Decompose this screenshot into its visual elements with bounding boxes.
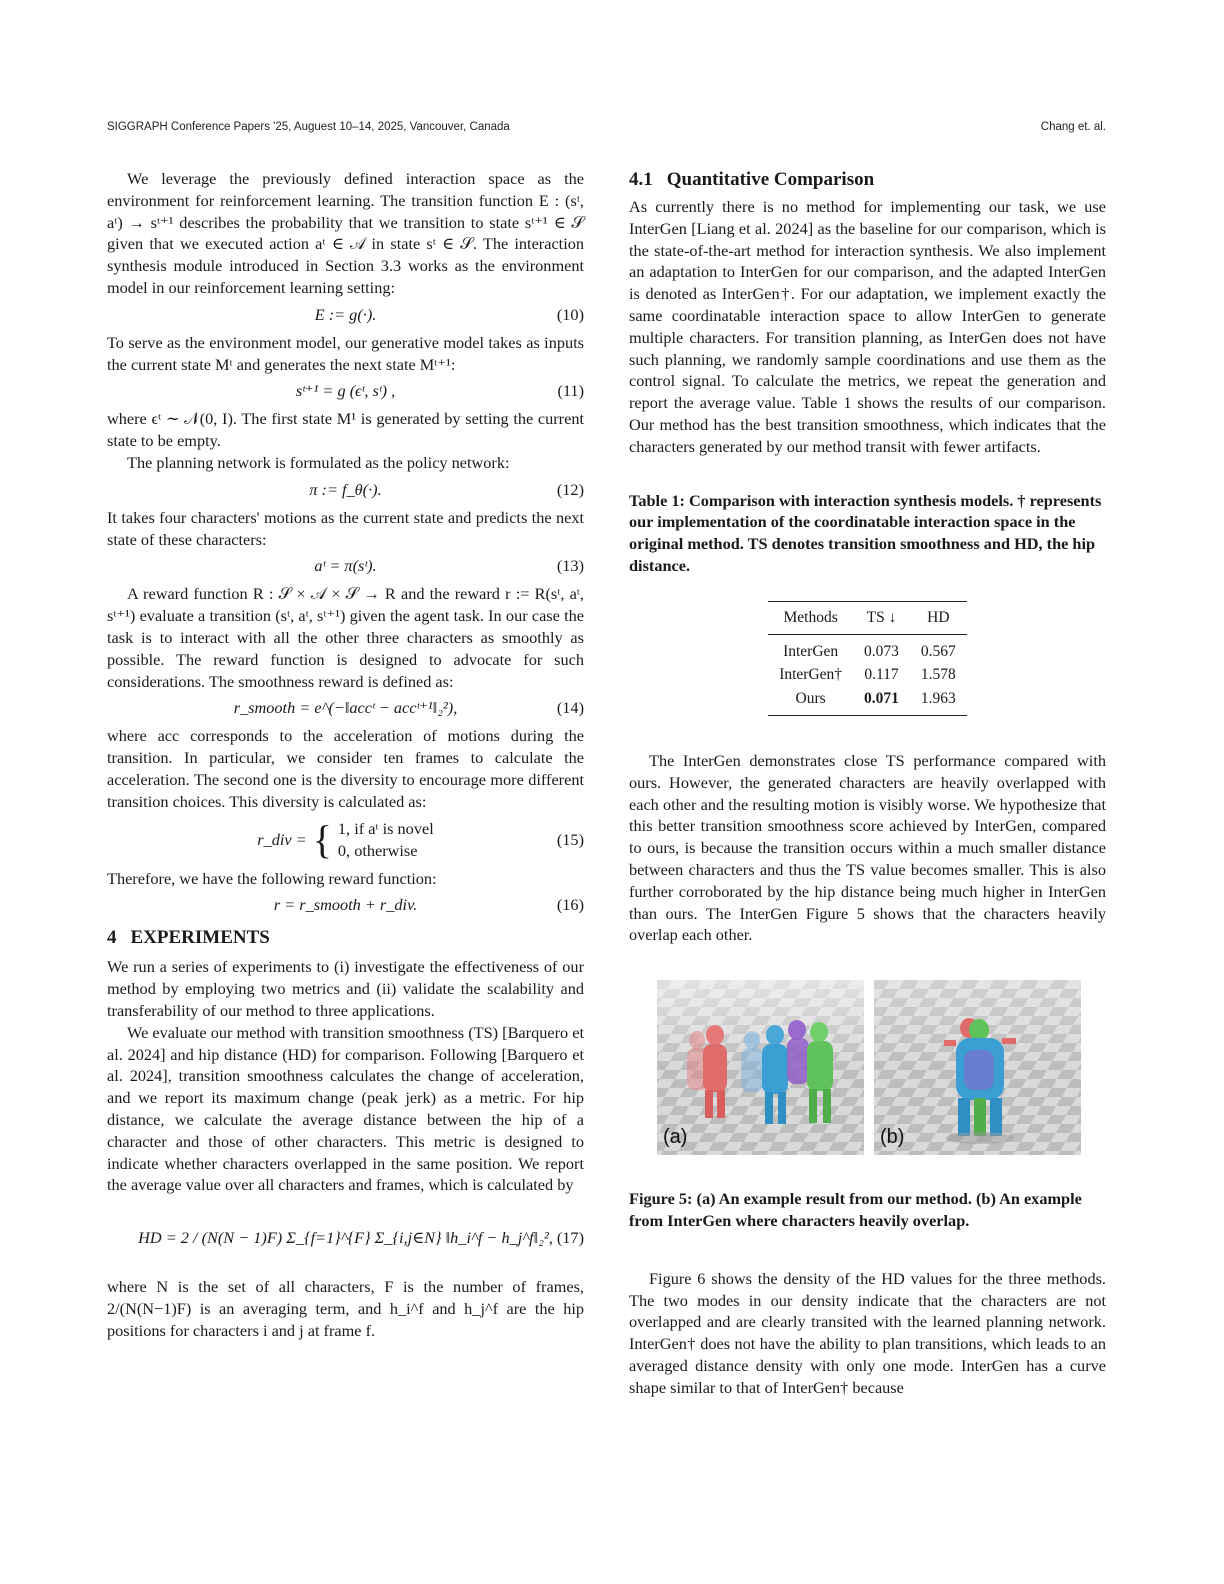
table-row [768, 663, 967, 687]
equation-12 [107, 479, 584, 501]
table-cell: InterGen [783, 642, 839, 660]
figure-5a-image [657, 980, 864, 1155]
paragraph-first-state: where ϵᵗ ∼ 𝒩(0, I). The first state M¹ is generated by setting the current state to be empty. [107, 409, 584, 451]
section-number: 4 [107, 927, 117, 949]
brace-icon: { [312, 816, 332, 862]
section-title: EXPERIMENTS [130, 927, 270, 949]
equation-11 [107, 380, 584, 402]
paragraph-transition-function: We leverage the previously defined interaction space as the environment for reinforcement learning. The transition function E : (sᵗ, aᵗ) → sᵗ⁺¹ describes the probability that we transition to state sᵗ⁺¹ ∈ 𝒮 given that we executed action aᵗ ∈ 𝒜 in state sᵗ ∈ 𝒮. The interaction synthesis module introduced in Section 3.3 works as the environment model in our reinforcement learning setting: [107, 169, 584, 297]
equation-15-lhs: r_div = [257, 829, 307, 849]
paragraph-current-state: It takes four characters' motions as the current state and predicts the next state of these characters: [107, 507, 584, 549]
render-scene-intergen [874, 980, 1081, 1155]
table-cell: 0.567 [920, 642, 956, 660]
subsection-heading-quantitative [629, 168, 1106, 192]
table-cell: 0.073 [864, 642, 899, 660]
equation-15-number: (15) [556, 829, 584, 849]
equation-10-body: E := g(·). [314, 304, 377, 324]
paragraph-experiments-intro: We run a series of experiments to (i) investigate the effectiveness of our method by employing two metrics and (ii) validate the scalability and transferability of our method to three applications. [107, 957, 584, 1020]
table-row [768, 634, 967, 663]
table-row [768, 687, 967, 715]
paragraph-metrics: We evaluate our method with transition smoothness (TS) [Barquero et al. 2024] and hip distance (HD) for comparison. Following [Barquero et al. 2024], transition smoothness calculates the change of acceleration, and we report its maximum change (peak jerk) as a metric. For hip distance, we calculate the average distance between the hip of a character and those of other characters. This metric is designed to indicate whether characters overlapped in the same position. We report the average value over all characters and frames, which is calculated by [107, 1022, 584, 1195]
paragraph-reward-summary: Therefore, we have the following reward function: [107, 868, 437, 888]
equation-13-body: aᵗ = π(sᵗ). [314, 556, 377, 576]
subsection-title: Quantitative Comparison [666, 169, 875, 190]
equation-16-number: (16) [556, 895, 584, 915]
paragraph-planning-network: The planning network is formulated as the policy network: [127, 452, 510, 472]
equation-14 [107, 697, 584, 719]
table-cell: Ours [768, 687, 853, 715]
figure-5a-label: (a) [663, 1126, 688, 1149]
table-header-cell: Methods [768, 601, 853, 634]
table-cell-best: 0.071 [853, 687, 910, 715]
paragraph-hd-density: Figure 6 shows the density of the HD values for the three methods. The two modes in our density indicate that the characters are not overlapped and are clearly transited with the learned planning network. InterGen† does not have the ability to plan transitions, which leads to an averaged distance density with only one mode. InterGen has a curve shape similar to that of InterGen† because [629, 1268, 1106, 1397]
paragraph-intergen-discussion: The InterGen demonstrates close TS performance compared with ours. However, the generated characters are heavily overlapped with each other and the resulting motion is visibly worse. We hypothesize that this better transition smoothness score achieved by InterGen, compared to ours, is because the transition occurs within a much smaller distance between characters and thus the TS value becomes smaller. This is also further corroborated by the hip distance being much higher in InterGen than ours. The InterGen Figure 5 shows that the characters heavily overlap each other. [629, 750, 1106, 945]
figure-5b-label: (b) [880, 1126, 905, 1149]
table-cell: 1.963 [910, 687, 967, 715]
equation-10 [107, 304, 584, 326]
table-header-cell: HD [910, 601, 967, 634]
equation-15 [107, 818, 584, 862]
equation-14-body: r_smooth = e^(−‖accᵗ − accᵗ⁺¹‖₂²), [233, 698, 458, 718]
equation-17 [107, 1208, 584, 1268]
subsection-number: 4.1 [629, 169, 653, 190]
comparison-table [768, 601, 967, 716]
equation-12-number: (12) [556, 479, 584, 499]
table-cell: 1.578 [920, 666, 956, 684]
left-column [107, 168, 584, 1341]
right-column [629, 168, 1106, 1398]
equation-13 [107, 555, 584, 577]
equation-15-case-otherwise: 0, otherwise [337, 840, 418, 860]
table-header-row [768, 601, 967, 634]
table-header-cell: TS ↓ [853, 601, 910, 634]
equation-11-body: sᵗ⁺¹ = g (ϵᵗ, sᵗ) , [295, 381, 396, 401]
paragraph-environment-model: To serve as the environment model, our generative model takes as inputs the current state Mᵗ and generates the next state Mᵗ⁺¹: [107, 332, 584, 374]
equation-17-number: (17) [556, 1228, 584, 1248]
equation-10-number: (10) [556, 304, 584, 324]
figure-5b-image [874, 980, 1081, 1155]
equation-17-body: HD = 2 / (N(N − 1)F) Σ_{f=1}^{F} Σ_{i,j∈N} ‖h_i^f − h_j^f‖₂², [138, 1228, 553, 1248]
equation-11-number: (11) [557, 381, 584, 401]
figure-5-caption: Figure 5: (a) An example result from our method. (b) An example from InterGen where characters heavily overlap. [629, 1189, 1082, 1230]
paragraph-acceleration: where acc corresponds to the acceleration of motions during the transition. In particular, we consider ten frames to calculate the acceleration. The second one is the diversity to encourage more different transition choices. This diversity is calculated as: [107, 726, 584, 811]
section-heading-experiments [107, 926, 584, 950]
running-header-venue: SIGGRAPH Conference Papers '25, Auguest 10–14, 2025, Vancouver, Canada [107, 121, 510, 133]
equation-13-number: (13) [556, 556, 584, 576]
paragraph-hd-definition: where N is the set of all characters, F is the number of frames, 2/(N(N−1)F) is an averaging term, and h_i^f and h_j^f are the hip positions for characters i and j at frame f. [107, 1277, 584, 1340]
figure-5 [629, 980, 1106, 1158]
paragraph-reward-function: A reward function R : 𝒮 × 𝒜 × 𝒮 → R and the reward r := R(sᵗ, aᵗ, sᵗ⁺¹) evaluate a transition (sᵗ, aᵗ, sᵗ⁺¹) given the agent task. In our case the task is to interact with all the other three characters as smoothly as possible. The reward function is designed to advocate for such considerations. The smoothness reward is defined as: [107, 584, 584, 691]
render-scene-ours [657, 980, 864, 1155]
equation-12-body: π := f_θ(·). [309, 479, 382, 499]
running-header-authors: Chang et. al. [1040, 121, 1106, 133]
equation-14-number: (14) [556, 698, 584, 718]
paragraph-baseline: As currently there is no method for implementing our task, we use InterGen [Liang et al. 2024] as the baseline for our comparison, which is the state-of-the-art method for interaction synthesis. We also implement an adaptation to InterGen for our comparison, and the adapted InterGen is denoted as InterGen†. For our adaptation, we implement exactly the same coordinatable interaction space to allow InterGen to generate multiple characters. For transition planning, as InterGen does not have such planning, we randomly sample coordinations and use them as the control signal. To calculate the metrics, we repeat the generation and report the average value. Table 1 shows the results of our comparison. Our method has the best transition smoothness, which indicates that the characters generated by our method transit with fewer artifacts. [629, 197, 1106, 456]
equation-16 [107, 894, 584, 916]
table-cell: InterGen† [779, 666, 843, 684]
table-1-caption: Table 1: Comparison with interaction synthesis models. † represents our implementation of the coordinatable interaction space in the original method. TS denotes transition smoothness and HD, the hip distance. [629, 490, 1102, 575]
equation-15-case-novel: 1, if aᵗ is novel [337, 818, 434, 838]
table-cell: 0.117 [864, 666, 899, 684]
equation-16-body: r = r_smooth + r_div. [273, 895, 418, 915]
